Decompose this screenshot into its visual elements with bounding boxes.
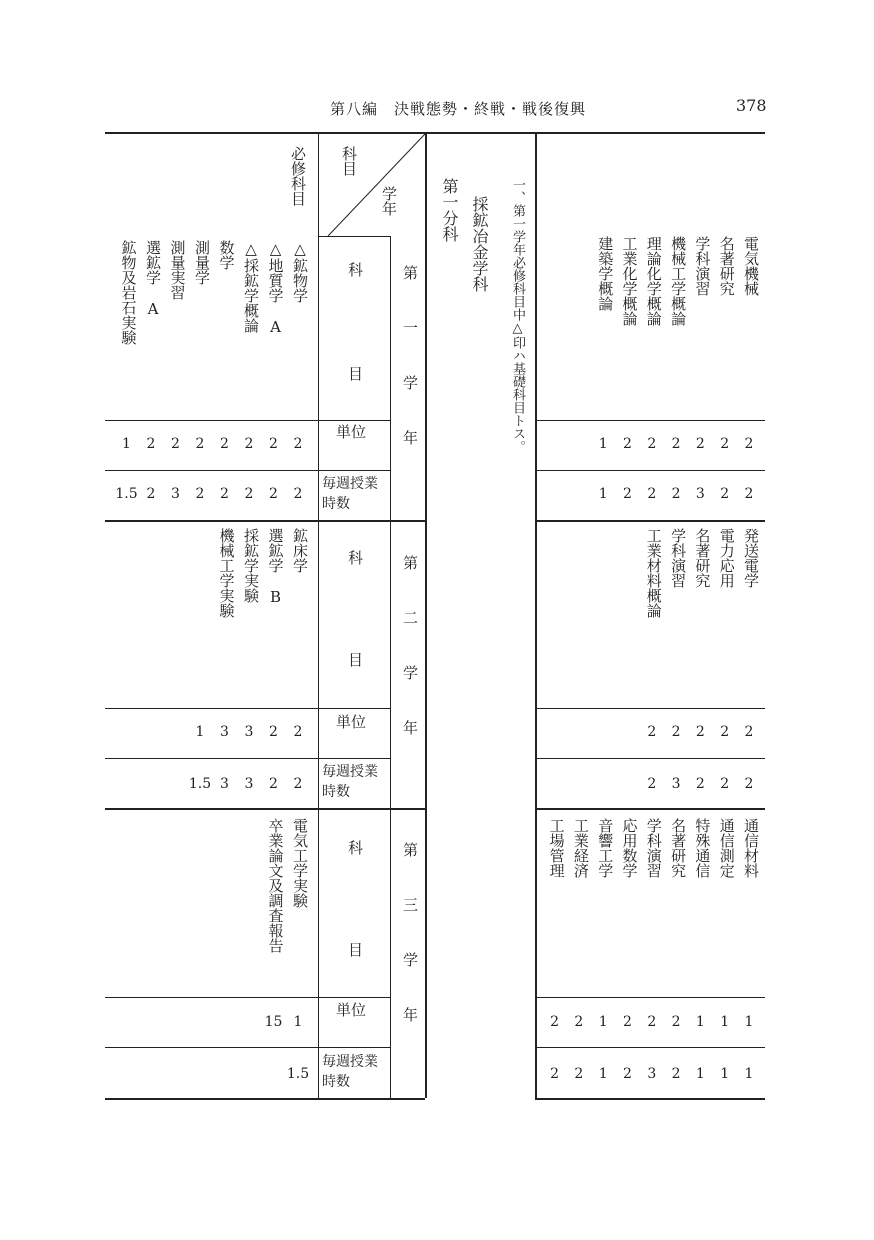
right-y3-unit-value: 1	[744, 1014, 754, 1030]
col-jikan-y1: 毎週授業時数	[322, 476, 378, 512]
right-y1-unit-value: 2	[720, 436, 730, 452]
year1-label: 第一学年	[401, 265, 419, 485]
left-y1-unit-value: 2	[220, 436, 229, 452]
left-y1-subject: △鉱物学	[291, 240, 309, 303]
year-line	[535, 808, 765, 810]
page-number: 378	[736, 96, 767, 115]
right-y2-subject: 発送電学	[742, 528, 760, 588]
right-y2-hour-value: 2	[695, 776, 705, 792]
right-y3-hour-value: 1	[720, 1066, 730, 1082]
row-line	[105, 470, 390, 471]
year-line	[105, 520, 425, 522]
right-y3-unit-value: 2	[623, 1014, 632, 1030]
right-y3-subject: 名著研究	[669, 818, 688, 878]
left-y1-subject: 測量学	[193, 240, 211, 285]
right-y1-subject: 建築学概論	[596, 236, 615, 311]
year2-label: 第二学年	[401, 555, 419, 775]
header-gakunen: 学年	[380, 186, 398, 216]
row-line	[105, 708, 390, 709]
right-y3-hour-value: 1	[695, 1066, 705, 1082]
left-y3-unit-value: 1	[293, 1014, 303, 1030]
left-y1-unit-value: 1	[122, 436, 131, 452]
left-y1-hour-value: 1.5	[115, 486, 138, 502]
right-y2-unit-value: 2	[671, 724, 681, 740]
right-y1-subject: 電気機械	[742, 236, 760, 296]
col-moku-y3: 目	[346, 942, 364, 957]
right-y2-subject: 電力応用	[717, 528, 736, 588]
header-kamoku: 科目	[340, 146, 358, 176]
right-y1-unit-value: 2	[647, 436, 657, 452]
right-y2-unit-value: 2	[695, 724, 705, 740]
right-y1-subject: 理論化学概論	[644, 236, 663, 326]
right-y1-subject: 学科演習	[693, 236, 712, 296]
left-y2-unit-value: 3	[244, 724, 254, 740]
left-y1-hour-value: 2	[244, 486, 254, 502]
left-y1-subject: △採鉱学概論	[242, 240, 260, 333]
left-y2-subject: 採鉱学実験	[242, 528, 260, 603]
left-y2-subject: 機械工学実験	[217, 528, 236, 618]
left-y1-hour-value: 2	[293, 486, 303, 502]
col-line	[535, 132, 537, 1098]
header-hisshu: 必修科目	[289, 146, 307, 206]
right-y3-unit-value: 2	[550, 1014, 560, 1030]
col-jikan-y2: 毎週授業時数	[322, 764, 378, 800]
left-y1-unit-value: 2	[293, 436, 303, 452]
right-y1-hour-value: 2	[720, 486, 730, 502]
col-ka-y2: 科	[346, 550, 364, 565]
col-line	[425, 132, 427, 1098]
right-y2-hour-value: 2	[647, 776, 657, 792]
right-y3-subject: 音響工学	[596, 818, 615, 878]
row-line	[535, 420, 765, 421]
left-y1-subject: 測量実習	[168, 240, 187, 300]
col-ka-y3: 科	[346, 840, 364, 855]
right-y3-subject: 通信測定	[717, 818, 736, 878]
right-y3-subject: 工業経済	[571, 818, 590, 878]
right-y1-subject: 工業化学概論	[620, 236, 639, 326]
right-y2-subject: 学科演習	[669, 528, 688, 588]
right-y3-unit-value: 2	[574, 1014, 584, 1030]
right-y1-unit-value: 2	[671, 436, 681, 452]
left-y1-unit-value: 2	[171, 436, 180, 452]
left-y1-hour-value: 2	[220, 486, 229, 502]
right-y3-subject: 工場管理	[547, 818, 566, 878]
left-y1-unit-value: 2	[195, 436, 205, 452]
right-y3-hour-value: 1	[744, 1066, 754, 1082]
right-y1-hour-value: 1	[598, 486, 608, 502]
row-line	[535, 470, 765, 471]
right-y1-subject: 機械工学概論	[669, 236, 688, 326]
right-y3-unit-value: 2	[671, 1014, 681, 1030]
row-line	[535, 708, 765, 709]
right-y3-hour-value: 3	[647, 1066, 657, 1082]
right-y3-subject: 学科演習	[644, 818, 663, 878]
right-y1-hour-value: 2	[623, 486, 632, 502]
col-tani-y3: 単位	[336, 1001, 367, 1019]
right-y1-unit-value: 2	[744, 436, 754, 452]
left-y1-subject: 数学	[217, 240, 236, 270]
year-line	[535, 520, 765, 522]
year-line	[105, 808, 425, 810]
left-y2-hour-value: 2	[269, 776, 278, 792]
right-y1-hour-value: 3	[695, 486, 705, 502]
left-y1-hour-value: 2	[195, 486, 205, 502]
right-y3-hour-value: 2	[550, 1066, 560, 1082]
left-y1-hour-value: 3	[171, 486, 180, 502]
right-y3-subject: 応用数学	[620, 818, 639, 878]
right-y1-unit-value: 1	[598, 436, 608, 452]
col-tani-y2: 単位	[336, 713, 367, 731]
left-y1-hour-value: 2	[146, 486, 156, 502]
right-y2-hour-value: 2	[744, 776, 754, 792]
bottom-rule-left	[105, 1098, 425, 1100]
left-y2-unit-value: 2	[269, 724, 278, 740]
right-y3-hour-value: 1	[598, 1066, 608, 1082]
right-y2-unit-value: 2	[744, 724, 754, 740]
left-y2-hour-value: 3	[220, 776, 229, 792]
right-y3-unit-value: 1	[695, 1014, 705, 1030]
col-moku-y1: 目	[346, 366, 364, 381]
diagonal-header-line	[318, 132, 426, 237]
right-y3-subject: 特殊通信	[693, 818, 712, 878]
right-y2-unit-value: 2	[647, 724, 657, 740]
left-y2-unit-value: 3	[220, 724, 229, 740]
bunka-label: 第一分科	[440, 178, 459, 242]
right-y3-unit-value: 1	[720, 1014, 730, 1030]
left-y2-hour-value: 2	[293, 776, 303, 792]
left-y3-subject: 卒業論文及調査報告	[266, 818, 285, 953]
running-header: 第八編 決戦態勢・終戦・戦後復興	[330, 100, 587, 118]
left-y1-unit-value: 2	[146, 436, 156, 452]
right-y1-unit-value: 2	[695, 436, 705, 452]
left-y1-hour-value: 2	[269, 486, 278, 502]
right-y3-hour-value: 2	[574, 1066, 584, 1082]
left-y2-unit-value: 1	[195, 724, 205, 740]
left-y3-unit-value: 15	[264, 1014, 283, 1030]
right-y3-unit-value: 2	[647, 1014, 657, 1030]
left-y2-hour-value: 1.5	[188, 776, 212, 792]
row-line	[105, 758, 390, 759]
left-y3-hour-value: 1.5	[286, 1066, 310, 1082]
right-y3-hour-value: 2	[623, 1066, 632, 1082]
right-y3-unit-value: 1	[598, 1014, 608, 1030]
col-tani-y1: 単位	[336, 423, 367, 441]
left-y2-subject: 選鉱学 B	[266, 528, 285, 606]
department-label: 採鉱冶金学科	[470, 196, 489, 292]
right-y2-unit-value: 2	[720, 724, 730, 740]
right-y2-subject: 名著研究	[693, 528, 712, 588]
right-y2-hour-value: 2	[720, 776, 730, 792]
left-y1-unit-value: 2	[244, 436, 254, 452]
left-y2-subject: 鉱床学	[291, 528, 309, 573]
left-y1-subject: 選鉱学 A	[144, 240, 162, 318]
row-line	[535, 1047, 765, 1048]
right-y1-hour-value: 2	[647, 486, 657, 502]
left-y1-unit-value: 2	[269, 436, 278, 452]
col-line	[318, 132, 319, 1098]
row-line	[535, 758, 765, 759]
right-y1-hour-value: 2	[744, 486, 754, 502]
left-y1-subject: △地質学 A	[266, 240, 285, 336]
col-line	[390, 236, 391, 1098]
right-y1-unit-value: 2	[623, 436, 632, 452]
right-y1-subject: 名著研究	[717, 236, 736, 296]
col-jikan-y3: 毎週授業時数	[322, 1054, 378, 1090]
row-line	[105, 420, 390, 421]
left-y3-subject: 電気工学実験	[291, 818, 309, 908]
row-line	[535, 997, 765, 998]
right-y3-hour-value: 2	[671, 1066, 681, 1082]
row-line	[105, 1047, 390, 1048]
top-rule	[105, 132, 765, 134]
left-y2-unit-value: 2	[293, 724, 303, 740]
col-moku-y2: 目	[346, 652, 364, 667]
right-y3-subject: 通信材料	[742, 818, 760, 878]
year3-label: 第三学年	[401, 842, 419, 1062]
bottom-rule-right	[535, 1098, 765, 1100]
note-text: 一、第一学年必修科目中△印ハ基礎科目トス。	[510, 178, 525, 453]
right-y2-hour-value: 3	[671, 776, 681, 792]
left-y1-subject: 鉱物及岩石実験	[119, 240, 138, 345]
right-y1-hour-value: 2	[671, 486, 681, 502]
col-ka-y1: 科	[346, 262, 364, 277]
left-y2-hour-value: 3	[244, 776, 254, 792]
right-y2-subject: 工業材料概論	[644, 528, 663, 618]
row-line	[105, 997, 390, 998]
